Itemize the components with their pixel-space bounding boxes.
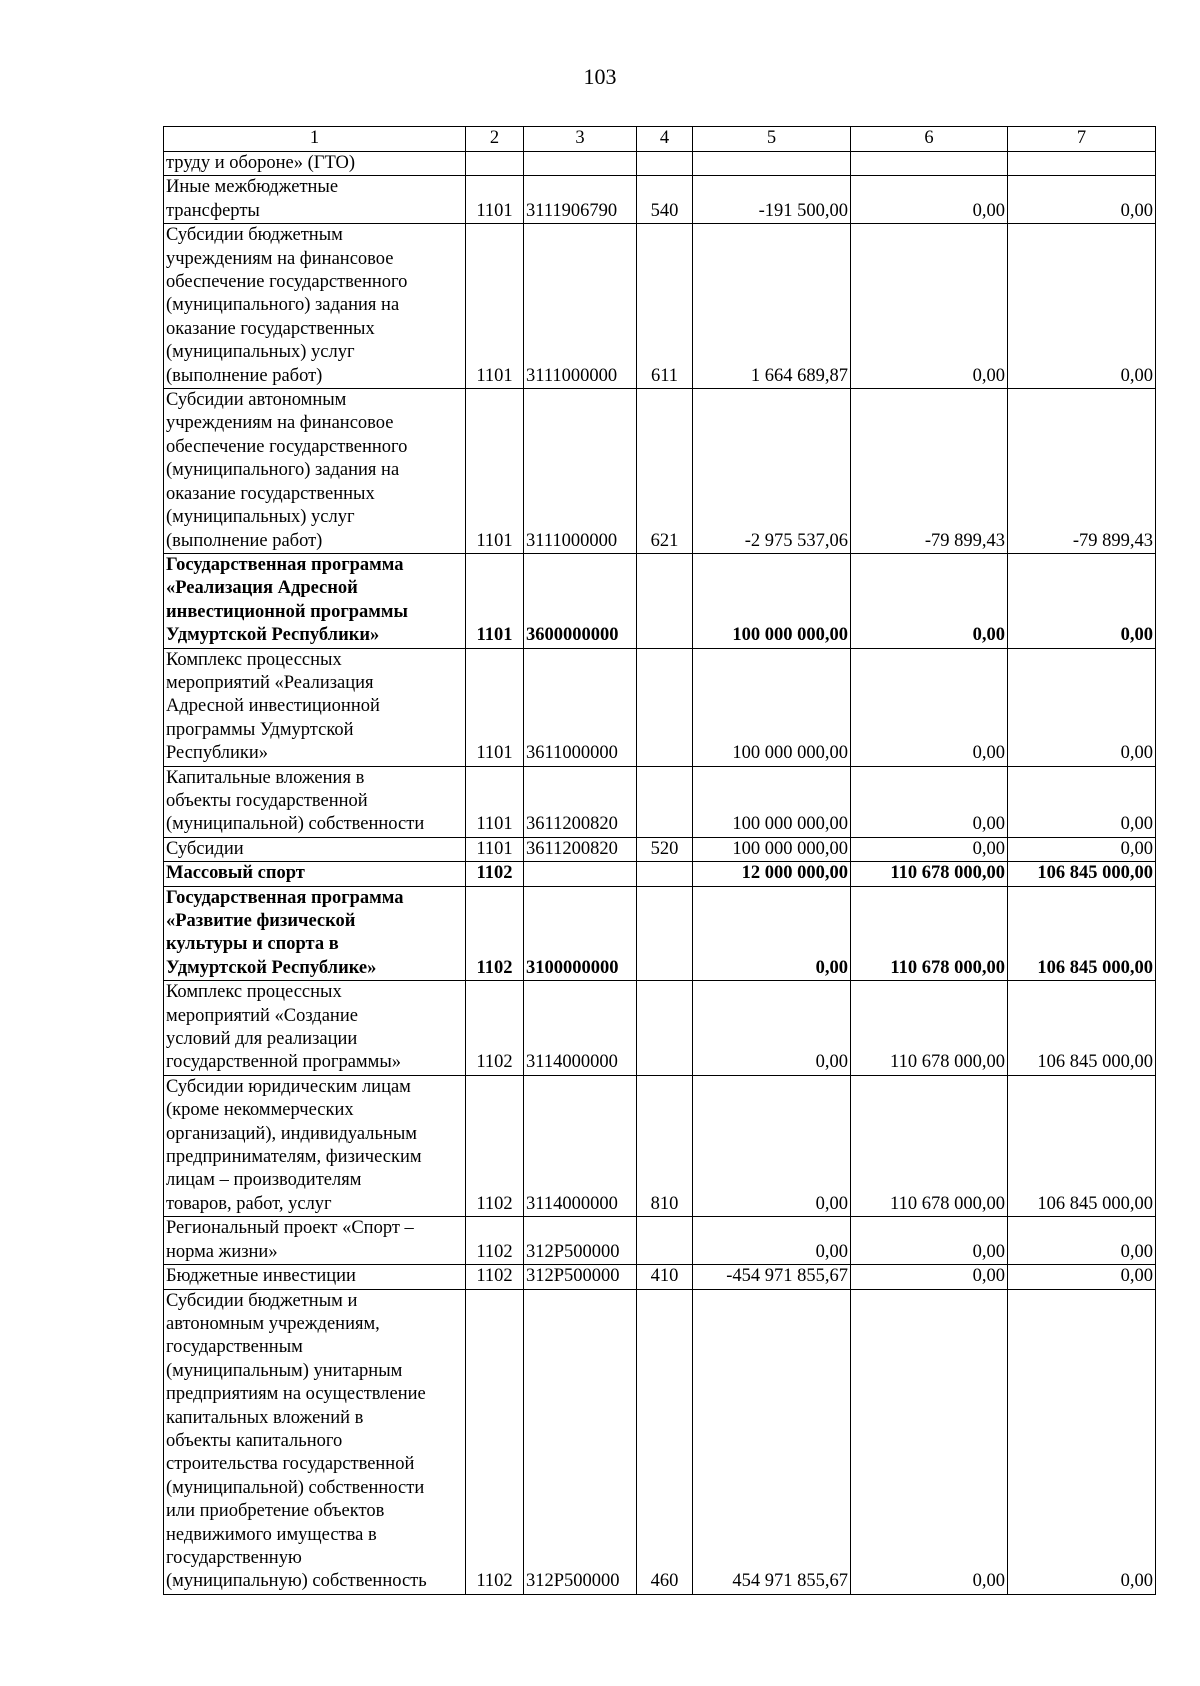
amount-col5: -2 975 537,06 [693, 389, 851, 554]
section-code: 1101 [466, 389, 524, 554]
section-code: 1102 [466, 886, 524, 981]
expense-type-code: 410 [637, 1265, 693, 1289]
amount-col7: 0,00 [1008, 176, 1156, 224]
amount-col6: 0,00 [851, 224, 1008, 389]
table-row [164, 176, 1156, 224]
section-code: 1102 [466, 1289, 524, 1594]
amount-col7: -79 899,43 [1008, 389, 1156, 554]
item-name: Субсидии бюджетным учреждениям на финансовое обеспечение государственного (муниципального) задания на оказание государственных (муниципальных) услуг (выполнение работ) [164, 224, 466, 389]
target-article-code: 3114000000 [524, 1075, 637, 1216]
section-code: 1101 [466, 766, 524, 837]
amount-col6: -79 899,43 [851, 389, 1008, 554]
header-cell: 2 [466, 127, 524, 152]
item-name: Региональный проект «Спорт – норма жизни» [164, 1217, 466, 1265]
expense-type-code [637, 862, 693, 886]
header-cell: 1 [164, 127, 466, 152]
amount-col7: 106 845 000,00 [1008, 886, 1156, 981]
section-code: 1102 [466, 1217, 524, 1265]
item-name: Бюджетные инвестиции [164, 1265, 466, 1289]
item-name: Комплекс процессных мероприятий «Реализация Адресной инвестиционной программы Удмуртской Республики» [164, 648, 466, 766]
amount-col6: 0,00 [851, 176, 1008, 224]
header-cell: 5 [693, 127, 851, 152]
expense-type-code [637, 1217, 693, 1265]
target-article-code: 312P500000 [524, 1265, 637, 1289]
item-name: Субсидии бюджетным и автономным учреждениям, государственным (муниципальным) унитарным предприятиям на осуществление капитальных вложений в объекты капитального строительства государственной (муниципальной) собственности или приобретение объектов недвижимого имущества в государственную (муниципальную) собственность [164, 1289, 466, 1594]
item-name: Массовый спорт [164, 862, 466, 886]
amount-col5: 0,00 [693, 886, 851, 981]
expense-type-code: 460 [637, 1289, 693, 1594]
item-name: Иные межбюджетные трансферты [164, 176, 466, 224]
header-cell: 4 [637, 127, 693, 152]
table-row [164, 766, 1156, 837]
item-name: Комплекс процессных мероприятий «Создание условий для реализации государственной программы» [164, 981, 466, 1076]
target-article-code: 3611200820 [524, 837, 637, 861]
amount-col7: 106 845 000,00 [1008, 981, 1156, 1076]
section-code: 1102 [466, 862, 524, 886]
header-cell: 6 [851, 127, 1008, 152]
amount-col5: -454 971 855,67 [693, 1265, 851, 1289]
item-name: Капитальные вложения в объекты государственной (муниципальной) собственности [164, 766, 466, 837]
table-row [164, 1217, 1156, 1265]
header-cell: 7 [1008, 127, 1156, 152]
amount-col6: 0,00 [851, 1289, 1008, 1594]
amount-col5: 1 664 689,87 [693, 224, 851, 389]
item-name: Государственная программа «Реализация Адресной инвестиционной программы Удмуртской Республики» [164, 553, 466, 648]
amount-col5: 100 000 000,00 [693, 766, 851, 837]
section-code: 1102 [466, 1265, 524, 1289]
section-code: 1102 [466, 981, 524, 1076]
amount-col6: 110 678 000,00 [851, 862, 1008, 886]
amount-col7: 0,00 [1008, 1265, 1156, 1289]
section-code: 1101 [466, 648, 524, 766]
amount-col5: 0,00 [693, 981, 851, 1076]
expense-type-code: 810 [637, 1075, 693, 1216]
target-article-code: 3111906790 [524, 176, 637, 224]
amount-col7: 106 845 000,00 [1008, 1075, 1156, 1216]
target-article-code: 3111000000 [524, 389, 637, 554]
amount-col6 [851, 152, 1008, 176]
item-name: Субсидии автономным учреждениям на финансовое обеспечение государственного (муниципального) задания на оказание государственных (муниципальных) услуг (выполнение работ) [164, 389, 466, 554]
amount-col6: 0,00 [851, 837, 1008, 861]
amount-col5: 100 000 000,00 [693, 837, 851, 861]
amount-col7: 0,00 [1008, 1289, 1156, 1594]
table-row [164, 648, 1156, 766]
table-row [164, 862, 1156, 886]
page-number: 103 [583, 64, 617, 89]
table-row [164, 886, 1156, 981]
expense-type-code [637, 766, 693, 837]
amount-col6: 0,00 [851, 1265, 1008, 1289]
table-row [164, 837, 1156, 861]
amount-col7: 0,00 [1008, 553, 1156, 648]
target-article-code: 3100000000 [524, 886, 637, 981]
item-name: Государственная программа «Развитие физической культуры и спорта в Удмуртской Республике» [164, 886, 466, 981]
item-name: Субсидии юридическим лицам (кроме некоммерческих организаций), индивидуальным предпринимателям, физическим лицам – производителям товаров, работ, услуг [164, 1075, 466, 1216]
section-code: 1101 [466, 553, 524, 648]
amount-col7 [1008, 152, 1156, 176]
expense-type-code [637, 648, 693, 766]
amount-col5: 100 000 000,00 [693, 648, 851, 766]
target-article-code: 3111000000 [524, 224, 637, 389]
section-code: 1101 [466, 837, 524, 861]
table-row [164, 389, 1156, 554]
amount-col5: 100 000 000,00 [693, 553, 851, 648]
expense-type-code [637, 152, 693, 176]
target-article-code: 312P500000 [524, 1217, 637, 1265]
item-name: Субсидии [164, 837, 466, 861]
expense-type-code [637, 981, 693, 1076]
table-row [164, 1289, 1156, 1594]
expense-type-code: 621 [637, 389, 693, 554]
expense-type-code: 611 [637, 224, 693, 389]
table-row [164, 1075, 1156, 1216]
amount-col7: 0,00 [1008, 1217, 1156, 1265]
table-row [164, 152, 1156, 176]
amount-col6: 0,00 [851, 766, 1008, 837]
expense-type-code [637, 553, 693, 648]
amount-col7: 0,00 [1008, 837, 1156, 861]
table-row [164, 224, 1156, 389]
section-code: 1101 [466, 224, 524, 389]
amount-col6: 110 678 000,00 [851, 1075, 1008, 1216]
expense-type-code [637, 886, 693, 981]
amount-col7: 106 845 000,00 [1008, 862, 1156, 886]
amount-col6: 0,00 [851, 1217, 1008, 1265]
amount-col5: 454 971 855,67 [693, 1289, 851, 1594]
target-article-code: 3114000000 [524, 981, 637, 1076]
amount-col7: 0,00 [1008, 766, 1156, 837]
amount-col6: 110 678 000,00 [851, 886, 1008, 981]
table-row [164, 1265, 1156, 1289]
amount-col5: 0,00 [693, 1217, 851, 1265]
table-row [164, 981, 1156, 1076]
table-body [164, 152, 1156, 1595]
amount-col7: 0,00 [1008, 224, 1156, 389]
table-row [164, 553, 1156, 648]
header-cell: 3 [524, 127, 637, 152]
amount-col5 [693, 152, 851, 176]
item-name: труду и обороне» (ГТО) [164, 152, 466, 176]
amount-col5: 0,00 [693, 1075, 851, 1216]
amount-col6: 0,00 [851, 553, 1008, 648]
expense-type-code: 540 [637, 176, 693, 224]
target-article-code: 3611000000 [524, 648, 637, 766]
amount-col5: -191 500,00 [693, 176, 851, 224]
target-article-code: 3611200820 [524, 766, 637, 837]
amount-col6: 0,00 [851, 648, 1008, 766]
target-article-code [524, 862, 637, 886]
target-article-code: 312P500000 [524, 1289, 637, 1594]
amount-col5: 12 000 000,00 [693, 862, 851, 886]
budget-table [163, 126, 1156, 1595]
section-code: 1101 [466, 176, 524, 224]
section-code [466, 152, 524, 176]
expense-type-code: 520 [637, 837, 693, 861]
amount-col6: 110 678 000,00 [851, 981, 1008, 1076]
table-header-row [164, 127, 1156, 152]
target-article-code [524, 152, 637, 176]
amount-col7: 0,00 [1008, 648, 1156, 766]
target-article-code: 3600000000 [524, 553, 637, 648]
section-code: 1102 [466, 1075, 524, 1216]
